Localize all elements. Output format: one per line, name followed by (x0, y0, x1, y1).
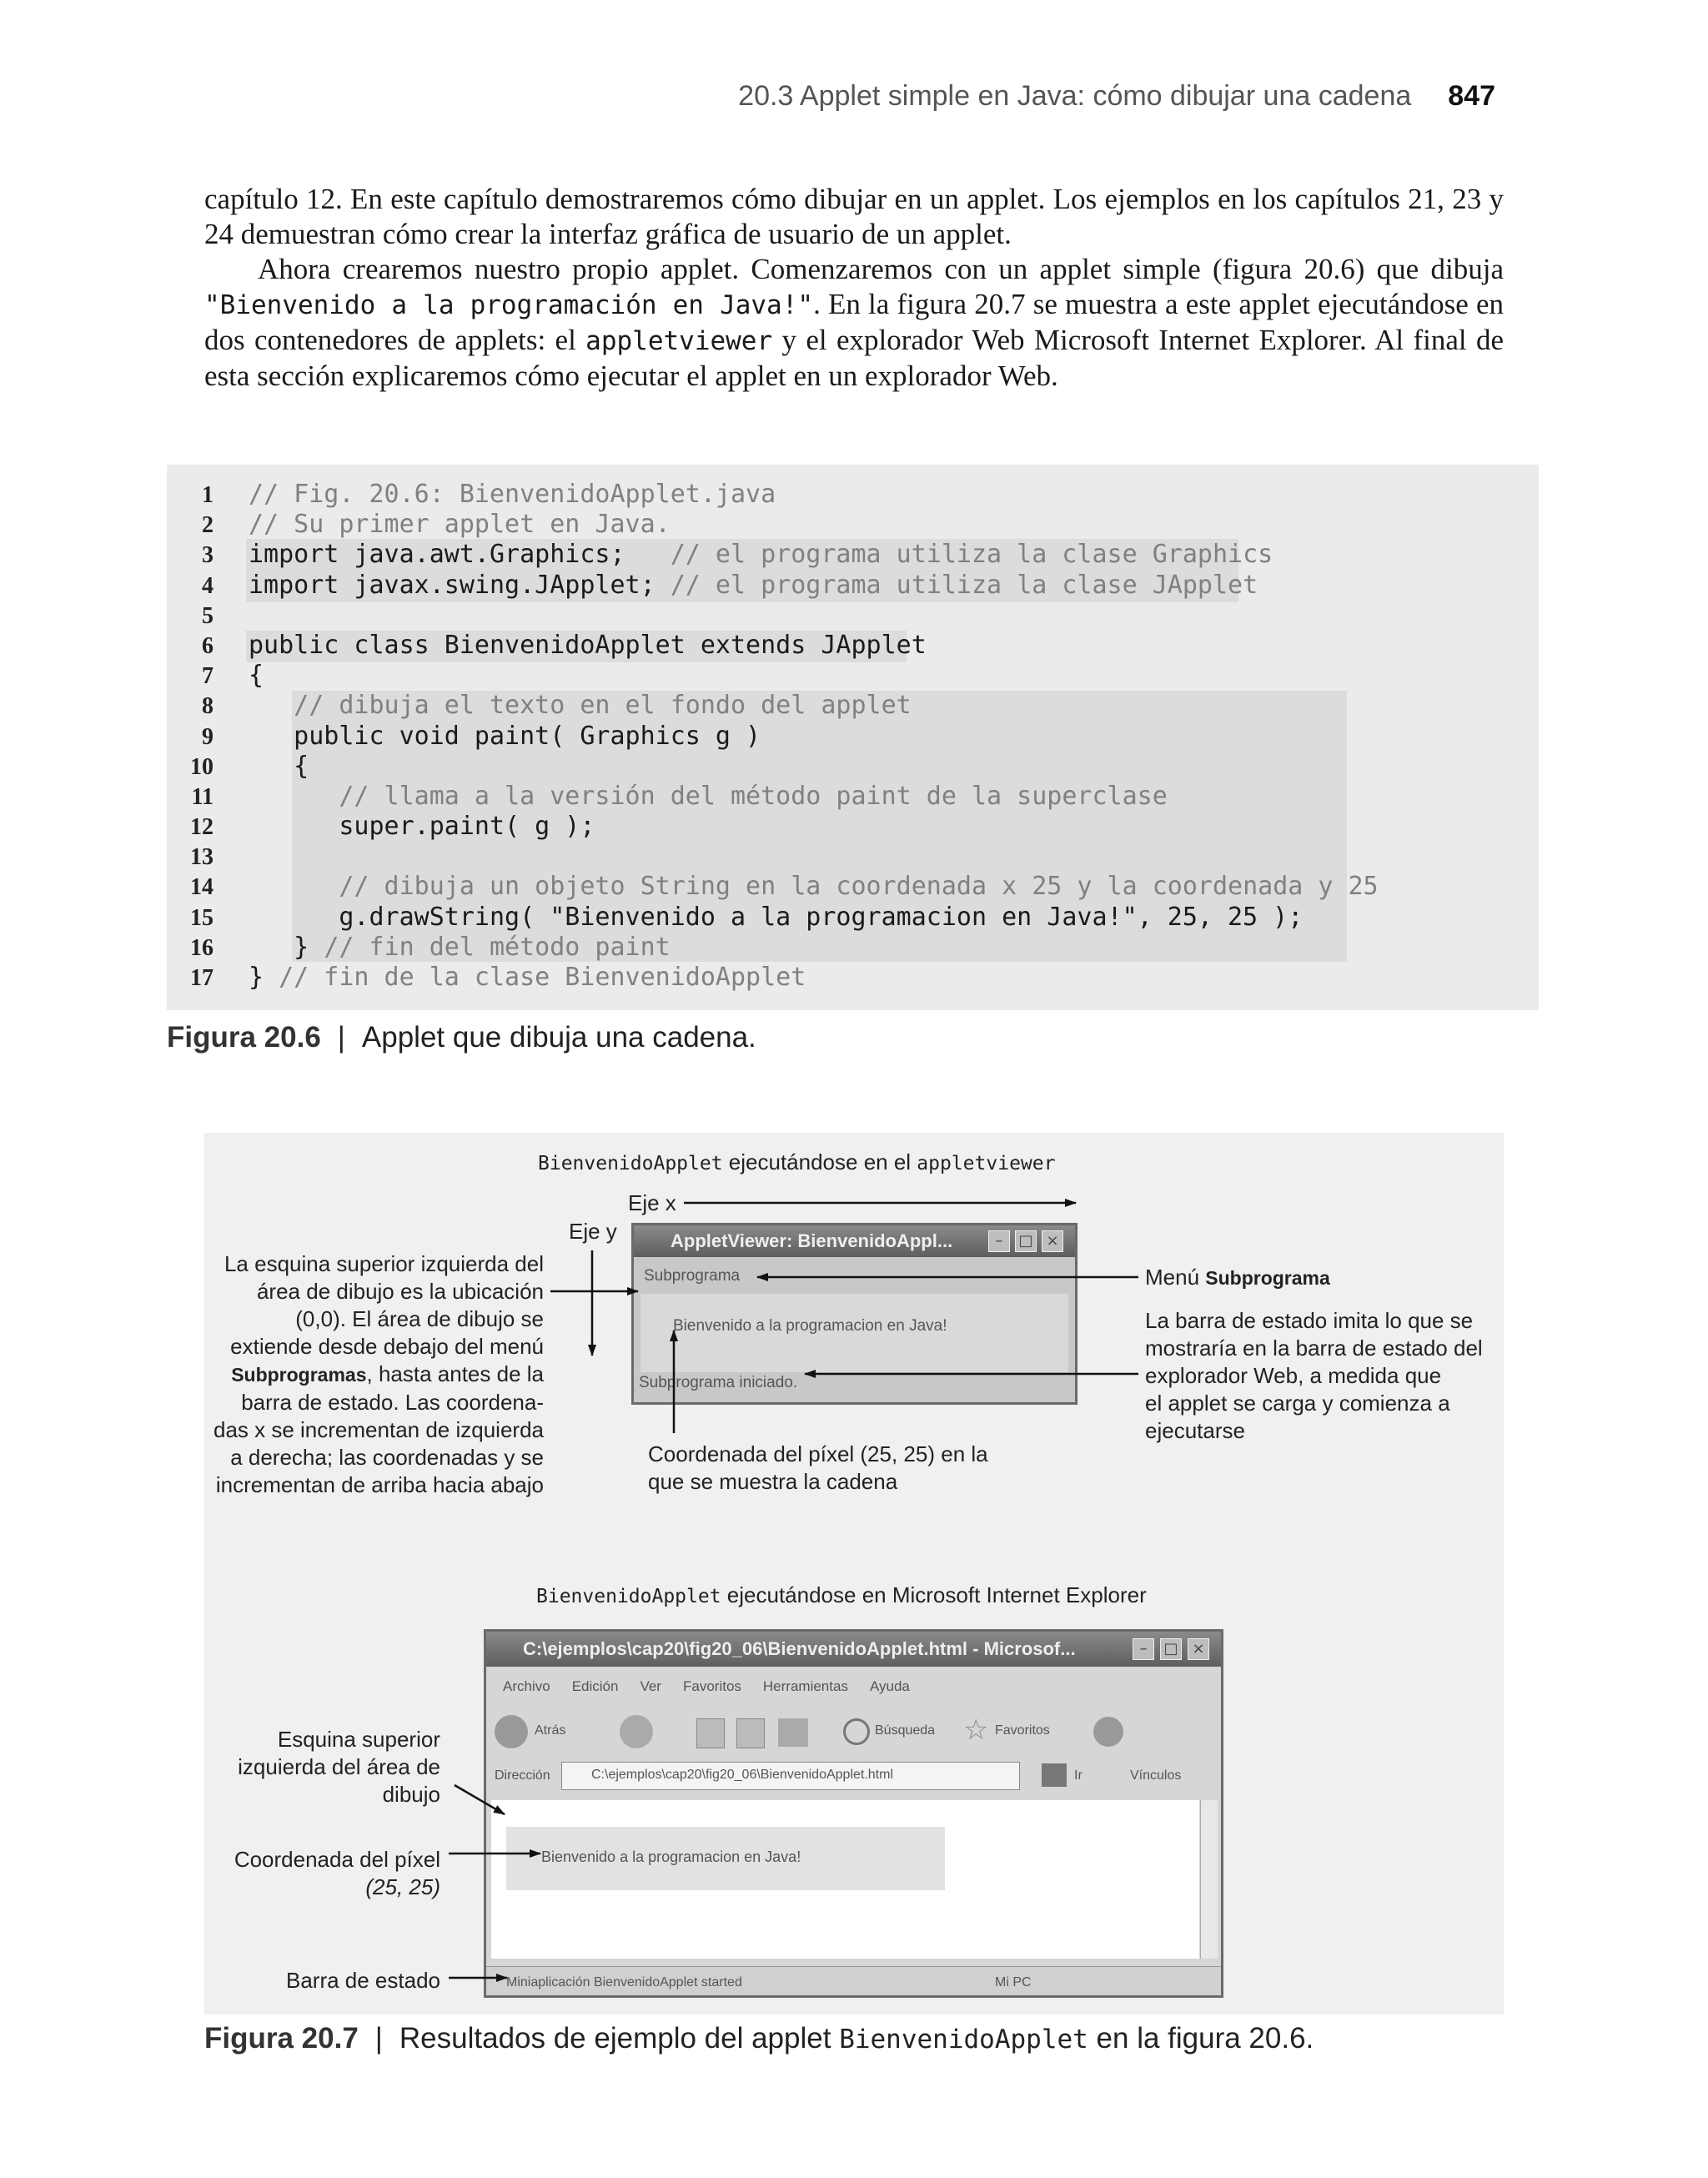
line-number: 15 (190, 904, 214, 931)
paragraph-1: capítulo 12. En este capítulo demostraremos cómo dibujar en un applet. Los ejemplos en los capítulos 21, 23 y 24 demuestran cómo crear la interfaz gráfica de usuario de un applet. (204, 183, 1504, 250)
address-value: C:\ejemplos\cap20\fig20_06\BienvenidoApplet.html (591, 1768, 894, 1782)
links-label[interactable]: Vínculos (1130, 1768, 1182, 1783)
annotation-line: barra de estado. Las coordena- (241, 1390, 544, 1415)
code-statement: { (249, 751, 309, 781)
favorites-icon[interactable]: ☆ (963, 1714, 989, 1746)
heading-code-1: BienvenidoApplet (538, 1153, 723, 1175)
code-statement: } (249, 963, 279, 992)
annotation-line: que se muestra la cadena (648, 1469, 898, 1494)
code-statement: { (249, 661, 264, 691)
line-number: 12 (190, 814, 214, 841)
code-comment: // fin de la clase BienvenidoApplet (279, 963, 806, 992)
window-title: AppletViewer: BienvenidoAppl... (671, 1230, 953, 1251)
annotation-line: (25, 25) (365, 1874, 440, 1899)
code-statement: super.paint( g ); (249, 812, 595, 842)
heading-text: ejecutándose en el (722, 1149, 917, 1175)
annotation-line: explorador Web, a medida que (1145, 1363, 1442, 1388)
applet-menu[interactable]: Subprograma (644, 1267, 741, 1285)
maximize-icon[interactable]: □ (1160, 1638, 1182, 1660)
applet-string: Bienvenido a la programacion en Java! (673, 1317, 947, 1335)
annotation-line: La esquina superior izquierda del (224, 1251, 544, 1276)
heading-code: BienvenidoApplet (536, 1586, 721, 1607)
maximize-icon[interactable]: □ (1015, 1230, 1037, 1252)
code-comment: // fin del método paint (324, 932, 671, 962)
annotation-line: ejecutarse (1145, 1418, 1245, 1443)
code-comment: // el programa utiliza la clase JApplet (670, 570, 1258, 600)
go-label[interactable]: Ir (1074, 1768, 1083, 1783)
annotation-line: Coordenada del píxel (25, 25) en la (648, 1441, 988, 1466)
code-comment: // Su primer applet en Java. (249, 510, 671, 540)
heading-code-2: appletviewer (917, 1153, 1056, 1175)
line-number: 9 (202, 723, 214, 750)
annotation-line: extiende desde debajo del menú (230, 1334, 544, 1359)
code-statement: g.drawString( "Bienvenido a la programacion en Java!", 25, 25 ); (249, 902, 1304, 932)
ie-status-annotation: Barra de estado (285, 1968, 440, 1993)
menu-item-ver[interactable]: Ver (640, 1678, 661, 1694)
annotation-text: , hasta antes de la (366, 1361, 544, 1386)
page-number: 847 (1448, 80, 1495, 112)
back-label[interactable]: Atrás (535, 1723, 566, 1738)
caption-text-b: en la figura 20.6. (1088, 2022, 1314, 2055)
ie-zone-text: Mi PC (995, 1975, 1032, 1989)
annotation-line: izquierda del área de (238, 1754, 440, 1779)
line-number: 3 (202, 542, 214, 569)
p2-text-a: Ahora crearemos nuestro propio applet. Comenzaremos con un applet simple (figura 20.6) que dibuja (258, 253, 1504, 285)
figure-caption-text: Applet que dibuja una cadena. (361, 1021, 756, 1054)
line-number: 16 (190, 934, 214, 961)
code-comment: // llama a la versión del método paint de la superclase (339, 781, 1168, 811)
annotation-line: La barra de estado imita lo que se (1145, 1308, 1474, 1333)
code-statement: public class BienvenidoApplet extends JApplet (249, 630, 927, 660)
code-comment: // el programa utiliza la clase Graphics (670, 540, 1273, 570)
line-number: 13 (190, 844, 214, 871)
annotation-line: (0,0). El área de dibujo se (295, 1306, 544, 1331)
figure-20-6-caption: Figura 20.6 | Applet que dibuja una cadena. (167, 1021, 756, 1054)
line-number: 1 (202, 482, 214, 508)
search-label[interactable]: Búsqueda (875, 1723, 936, 1738)
ie-corner-arrow (455, 1785, 505, 1814)
figure-20-7-caption: Figura 20.7 | Resultados de ejemplo del applet BienvenidoApplet en la figura 20.6. (204, 2022, 1314, 2055)
address-label: Dirección (495, 1768, 550, 1783)
caption-code: BienvenidoApplet (839, 2025, 1088, 2055)
annotation-line: el applet se carga y comienza a (1145, 1391, 1450, 1416)
line-number: 4 (202, 572, 214, 599)
code-comment: // dibuja un objeto String en la coordenada x 25 y la coordenada y 25 (339, 872, 1379, 902)
menu-item-favoritos[interactable]: Favoritos (682, 1678, 741, 1694)
figure-label: Figura 20.7 (204, 2022, 359, 2055)
annotation-line: área de dibujo es la ubicación (256, 1279, 544, 1304)
code-statement: } (249, 932, 324, 962)
caption-text-a: Resultados de ejemplo del applet (399, 2022, 840, 2055)
line-number: 5 (202, 602, 214, 629)
annotation-text: Menú (1145, 1265, 1206, 1290)
p2-text-b: . En la figura 20.7 se muestra a este applet ejecutándose en dos contenedores de applets: el (204, 288, 1504, 356)
annotation-bold: Subprogramas (231, 1364, 367, 1386)
ie-applet-string: Bienvenido a la programacion en Java! (541, 1849, 801, 1865)
line-number: 17 (190, 965, 214, 991)
annotation-line: incrementan de arriba hacia abajo (215, 1472, 544, 1497)
menu-item-archivo[interactable]: Archivo (503, 1678, 550, 1694)
code-comment: // dibuja el texto en el fondo del applet (294, 691, 912, 721)
code-statement: public void paint( Graphics g ) (249, 721, 761, 751)
figure-label: Figura 20.6 (167, 1021, 321, 1054)
code-comment: // Fig. 20.6: BienvenidoApplet.java (249, 480, 776, 509)
minimize-icon[interactable]: – (988, 1230, 1010, 1252)
ie-status-text: Miniaplicación BienvenidoApplet started (506, 1975, 742, 1989)
heading-text: ejecutándose en Microsoft Internet Explorer (721, 1582, 1147, 1607)
menu-item-herramientas[interactable]: Herramientas (762, 1678, 848, 1694)
p2-code-appletviewer: appletviewer (585, 326, 773, 356)
line-number: 10 (190, 753, 214, 780)
menu-item-ayuda[interactable]: Ayuda (869, 1678, 910, 1694)
code-statement: import java.awt.Graphics; (249, 540, 671, 570)
annotation-line: Esquina superior (277, 1727, 440, 1752)
applet-status-bar: Subprograma iniciado. (639, 1374, 798, 1391)
annotation-line: mostraría en la barra de estado del (1145, 1335, 1483, 1361)
line-number: 14 (190, 874, 214, 901)
menu-item-edicion[interactable]: Edición (571, 1678, 619, 1694)
annotation-line: das x se incrementan de izquierda (213, 1417, 544, 1442)
minimize-icon[interactable]: – (1133, 1638, 1154, 1660)
annotation-bold: Subprograma (1205, 1267, 1330, 1289)
section-title: 20.3 Applet simple en Java: cómo dibujar una cadena (738, 80, 1412, 112)
line-number: 11 (191, 783, 214, 810)
line-number: 6 (202, 632, 214, 659)
close-icon[interactable]: × (1042, 1230, 1063, 1252)
favorites-label[interactable]: Favoritos (995, 1723, 1050, 1738)
p2-code-string: "Bienvenido a la programación en Java!" (204, 290, 814, 320)
line-number: 8 (202, 693, 214, 720)
y-axis-label: Eje y (569, 1219, 617, 1244)
annotation-line: dibujo (382, 1782, 440, 1807)
code-statement: import javax.swing.JApplet; (249, 570, 671, 600)
p2-text-c: y el explorador Web Microsoft Internet Explorer. Al final de esta sección explicaremos cómo ejecutar el applet en un explorador Web. (204, 324, 1504, 392)
line-number: 2 (202, 512, 214, 539)
line-number: 7 (202, 663, 214, 690)
window-title: C:\ejemplos\cap20\fig20_06\BienvenidoApplet.html - Microsof... (523, 1638, 1076, 1659)
annotation-line: a derecha; las coordenadas y se (230, 1445, 544, 1470)
x-axis-label: Eje x (628, 1190, 676, 1215)
close-icon[interactable]: × (1188, 1638, 1209, 1660)
annotation-line: Coordenada del píxel (234, 1847, 440, 1872)
